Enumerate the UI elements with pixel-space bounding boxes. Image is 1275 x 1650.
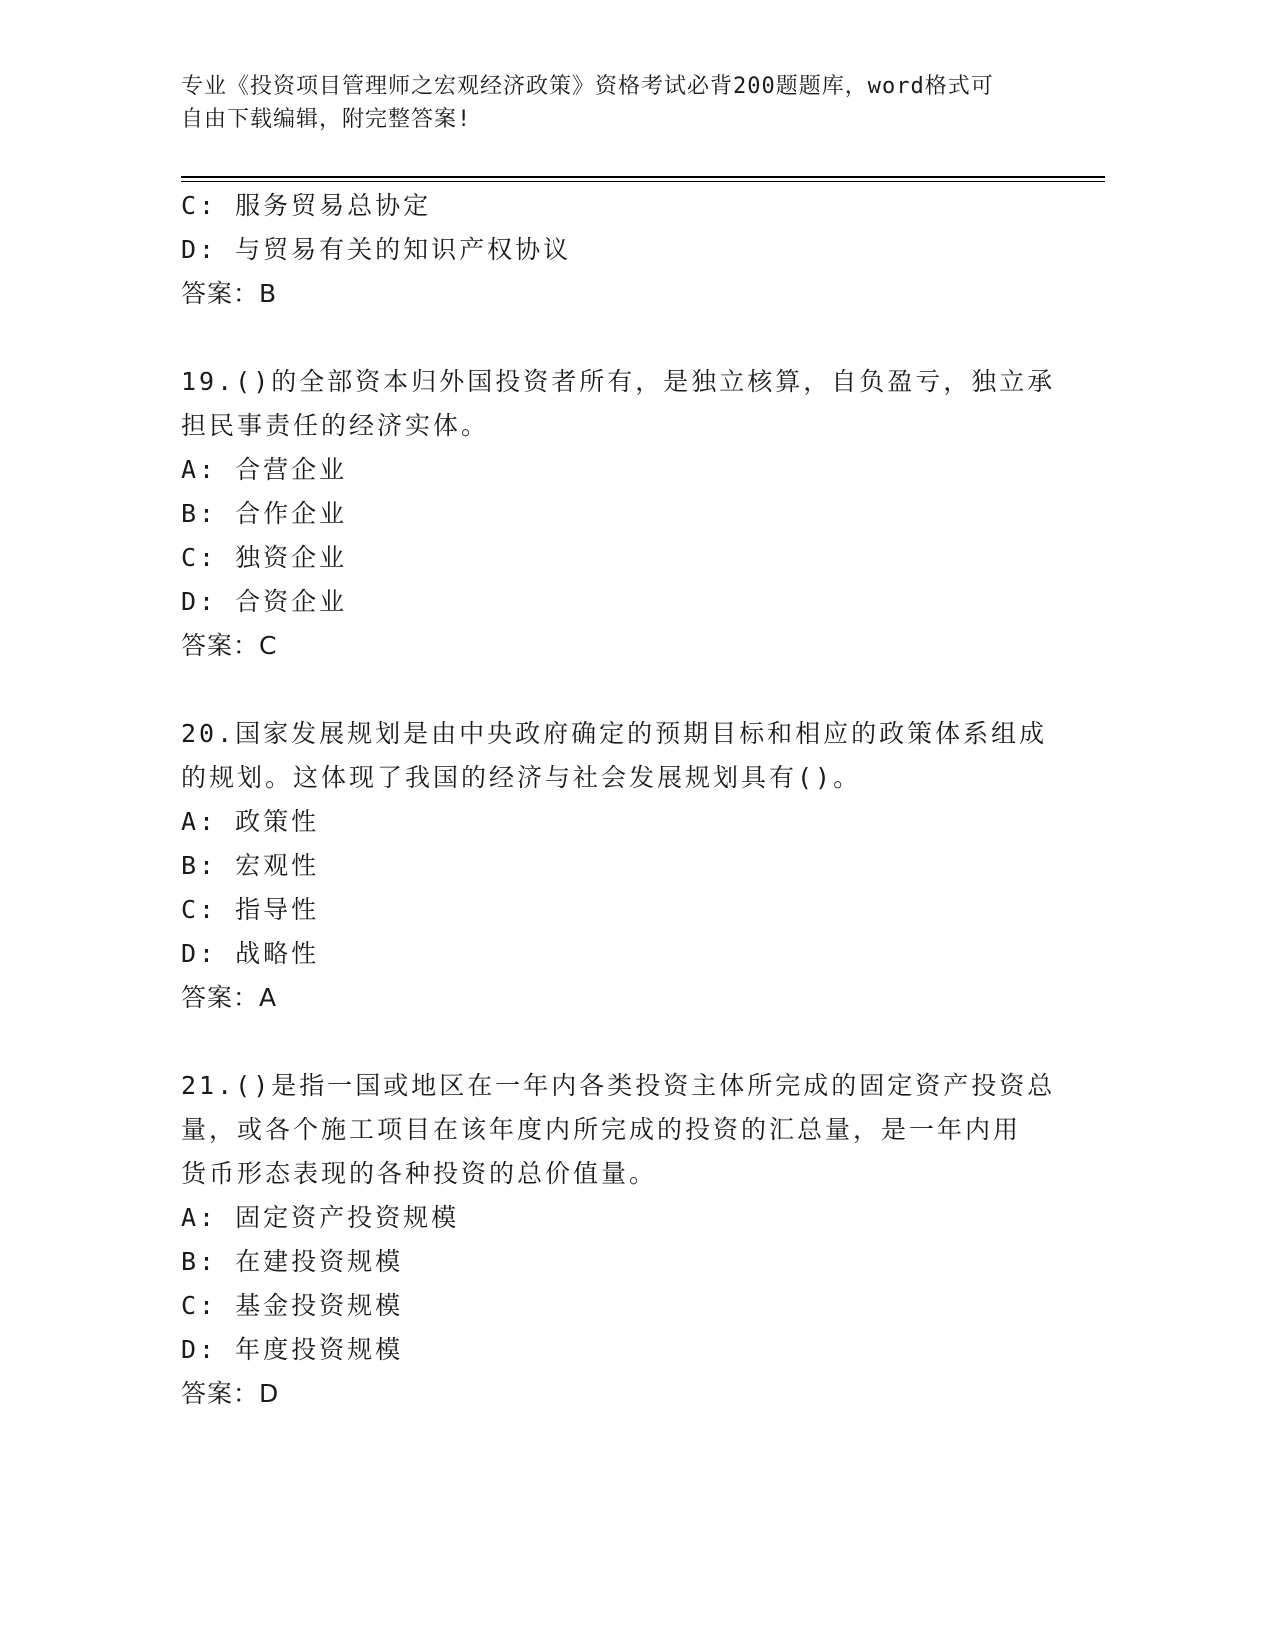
question-21 [181, 1064, 1056, 1416]
question-stem-line: 量，或各个施工项目在该年度内所完成的投资的汇总量，是一年内用 [181, 1115, 1022, 1144]
header-rule-thick [181, 176, 1105, 178]
option-c: C: 基金投资规模 [181, 1291, 404, 1320]
option-a: A: 政策性 [181, 807, 320, 836]
option-b: B: 在建投资规模 [181, 1247, 404, 1276]
option-c: C: 独资企业 [181, 543, 348, 572]
option-c: C: 指导性 [181, 895, 320, 924]
option-b: B: 合作企业 [181, 499, 348, 528]
option-a: A: 固定资产投资规模 [181, 1203, 460, 1232]
question-list [181, 184, 1056, 1416]
spacer [181, 1020, 1041, 1064]
question-stem-line: 20.国家发展规划是由中央政府确定的预期目标和相应的政策体系组成 [181, 719, 1048, 748]
answer-line: 答案：D [181, 1379, 280, 1408]
option-d: D: 与贸易有关的知识产权协议 [181, 235, 572, 264]
question-20 [181, 712, 1048, 1020]
header-title-line-1: 专业《投资项目管理师之宏观经济政策》资格考试必背200题题库，word格式可 [181, 74, 994, 99]
question-stem-line: 21.()是指一国或地区在一年内各类投资主体所完成的固定资产投资总 [181, 1071, 1056, 1100]
option-c: C: 服务贸易总协定 [181, 191, 432, 220]
header-rule-thin [181, 181, 1105, 182]
question-19 [181, 360, 1056, 668]
option-d: D: 战略性 [181, 939, 320, 968]
page-header [181, 70, 1061, 136]
option-b: B: 宏观性 [181, 851, 320, 880]
question-stem-line: 19.()的全部资本归外国投资者所有，是独立核算，自负盈亏，独立承 [181, 367, 1056, 396]
question-18-continued [181, 184, 1041, 316]
option-d: D: 合资企业 [181, 587, 348, 616]
question-stem-line: 担民事责任的经济实体。 [181, 411, 490, 440]
answer-line: 答案：B [181, 279, 278, 308]
answer-line: 答案：A [181, 983, 278, 1012]
question-stem-line: 货币形态表现的各种投资的总价值量。 [181, 1159, 658, 1188]
spacer [181, 316, 1041, 360]
spacer [181, 668, 1041, 712]
option-a: A: 合营企业 [181, 455, 348, 484]
header-title-line-2: 自由下载编辑，附完整答案! [181, 107, 472, 132]
question-stem-line: 的规划。这体现了我国的经济与社会发展规划具有()。 [181, 763, 862, 792]
answer-line: 答案：C [181, 631, 278, 660]
option-d: D: 年度投资规模 [181, 1335, 404, 1364]
